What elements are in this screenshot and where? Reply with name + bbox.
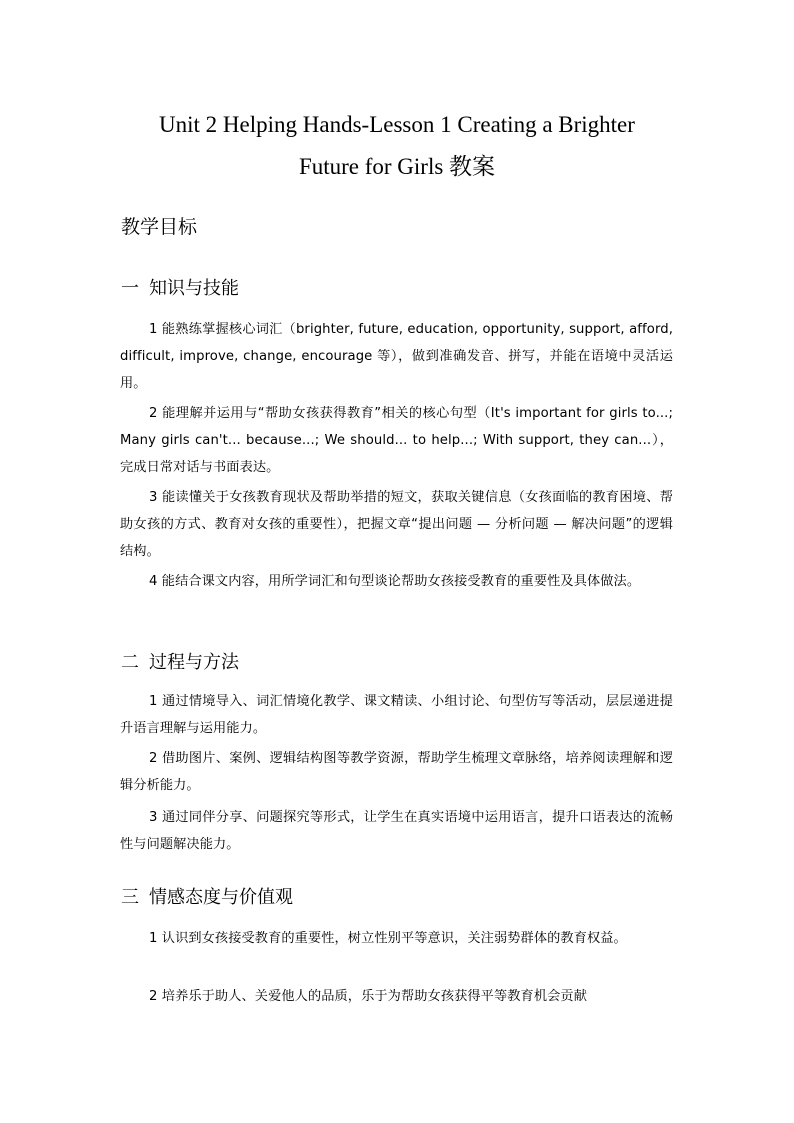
section-heading-knowledge-skills — [121, 274, 239, 304]
objective-paragraph: 2 借助图片、案例、逻辑结构图等教学资源，帮助学生梳理文章脉络，培养阅读理解和逻辑分析能力。 — [120, 751, 673, 793]
objective-paragraph: 4 能结合课文内容，用所学词汇和句型谈论帮助女孩接受教育的重要性及具体做法。 — [149, 574, 641, 589]
section-title: 情感态度与价值观 — [149, 887, 293, 908]
objective-paragraph: 2 能理解并运用与“帮助女孩获得教育”相关的核心句型（It's important for girls to...; Many girls can't... because...; We should... to help...; With support, they can...），完成日常对话与书面表达。 — [120, 406, 673, 475]
document-title-line-1: Unit 2 Helping Hands-Lesson 1 Creating a Brighter — [159, 112, 635, 137]
objective-paragraph: 1 认识到女孩接受教育的重要性，树立性别平等意识，关注弱势群体的教育权益。 — [149, 931, 627, 946]
section-number: 一 — [121, 278, 139, 299]
section-heading-process-methods — [121, 648, 239, 678]
section-title: 知识与技能 — [149, 278, 239, 299]
objective-paragraph: 2 培养乐于助人、关爱他人的品质，乐于为帮助女孩获得平等教育机会贡献 — [149, 989, 587, 1004]
objective-paragraph: 1 能熟练掌握核心词汇（brighter, future, education, opportunity, support, afford, difficult, improve, change, encourage 等），做到准确发音、拼写，并能在语境中灵活运用。 — [120, 322, 673, 391]
section-heading-emotion-values — [121, 883, 293, 913]
objective-paragraph: 3 能读懂关于女孩教育现状及帮助举措的短文，获取关键信息（女孩面临的教育困境、帮助女孩的方式、教育对女孩的重要性），把握文章“提出问题 — 分析问题 — 解决问题”的逻辑结构。 — [120, 490, 673, 559]
section-number: 二 — [121, 652, 139, 673]
objective-paragraph: 3 通过同伴分享、问题探究等形式，让学生在真实语境中运用语言，提升口语表达的流畅性与问题解决能力。 — [120, 810, 673, 852]
section-number: 三 — [121, 887, 139, 908]
section-title: 过程与方法 — [149, 652, 239, 673]
objective-paragraph: 1 通过情境导入、词汇情境化教学、课文精读、小组讨论、句型仿写等活动，层层递进提升语言理解与运用能力。 — [120, 694, 673, 736]
document-title-line-2: Future for Girls 教案 — [298, 154, 496, 179]
teaching-objectives-heading: 教学目标 — [121, 216, 198, 238]
